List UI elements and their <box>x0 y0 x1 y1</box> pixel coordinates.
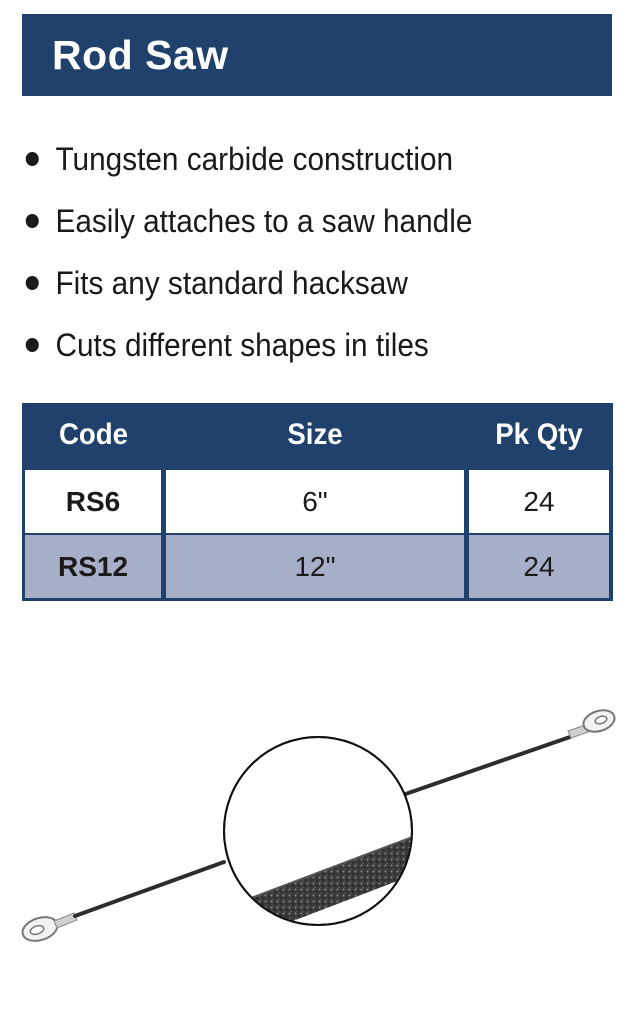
bullet-icon <box>26 338 39 352</box>
blade-left <box>75 862 224 916</box>
title-bar <box>22 14 612 96</box>
right-eyelet <box>568 707 617 738</box>
bullet-icon <box>26 152 39 166</box>
header-pk-qty: Pk Qty <box>495 418 583 451</box>
feature-item <box>22 128 571 190</box>
bullet-icon <box>26 214 39 228</box>
table-header <box>22 403 613 467</box>
feature-text: Fits any standard hacksaw <box>55 264 408 301</box>
cell-pk-qty: 24 <box>469 535 609 598</box>
table-row <box>22 535 613 598</box>
feature-list <box>22 128 612 376</box>
rod-saw-blade-icon <box>0 680 629 980</box>
magnifier-lens <box>224 737 421 942</box>
cell-size: 6" <box>166 470 464 533</box>
feature-text: Easily attaches to a saw handle <box>55 202 473 239</box>
table-row <box>22 470 613 533</box>
spec-table <box>22 403 613 601</box>
blade-right <box>394 737 570 798</box>
feature-text: Cuts different shapes in tiles <box>55 326 429 363</box>
bullet-icon <box>26 276 39 290</box>
feature-item <box>22 190 571 252</box>
header-size: Size <box>287 418 343 451</box>
page-title: Rod Saw <box>52 31 229 78</box>
feature-text: Tungsten carbide construction <box>55 140 454 177</box>
feature-item <box>22 252 571 314</box>
cell-pk-qty: 24 <box>469 470 609 533</box>
cell-code: RS12 <box>25 535 161 598</box>
cell-size: 12" <box>166 535 464 598</box>
feature-item <box>22 314 571 376</box>
cell-code: RS6 <box>25 470 161 533</box>
left-eyelet <box>19 913 77 945</box>
header-code: Code <box>59 418 128 451</box>
